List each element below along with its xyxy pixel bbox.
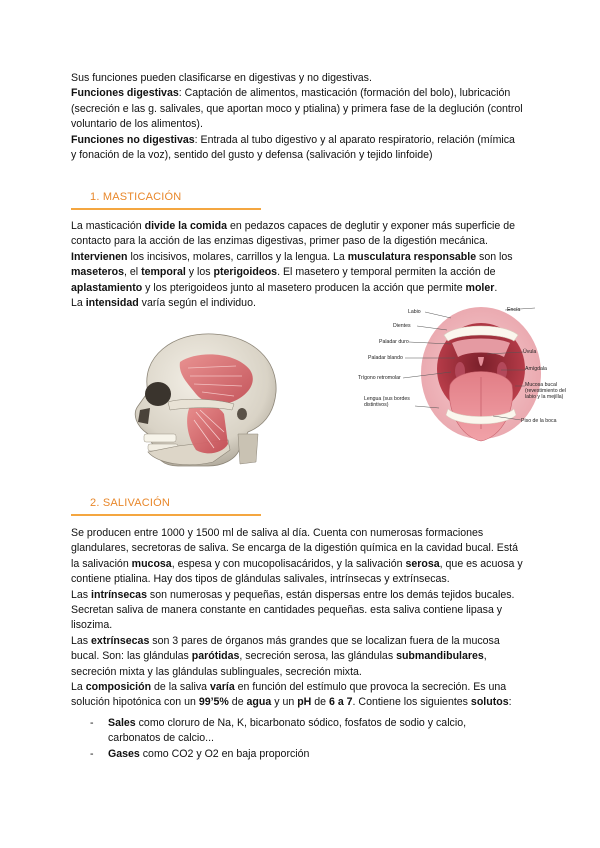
bold-run: extrínsecas bbox=[91, 634, 150, 647]
text-run: Las bbox=[71, 588, 92, 601]
text-run: Las bbox=[71, 634, 92, 647]
list-item-bold: Sales bbox=[108, 717, 136, 729]
label-leader-lines bbox=[355, 300, 585, 430]
bold-run: varía bbox=[209, 681, 235, 694]
bold-run: 99’5% bbox=[198, 696, 229, 709]
bold-run: parótidas bbox=[191, 650, 240, 663]
text-run: y un bbox=[271, 696, 298, 709]
bold-run: submandibulares bbox=[396, 650, 484, 663]
bold-run: divide la comida bbox=[144, 220, 228, 232]
text-run: . Contiene los siguientes bbox=[352, 696, 471, 709]
text-run: en función del estímulo que provoca la secreción. Es una solución hipotónica con un bbox=[71, 681, 507, 709]
text-run: : bbox=[508, 696, 512, 709]
text-run: son 3 pares de órganos más grandes que se localizan fuera de la mucosa bucal. Son: las glándulas bbox=[71, 634, 500, 663]
bold-run: agua bbox=[246, 696, 272, 709]
bold-run: composición bbox=[85, 681, 152, 694]
text-run: , secreción mixta y las glándulas sublinguales, secreción mixta. bbox=[71, 650, 487, 678]
text-run: son numerosas y pequeñas, están dispersas entre los demás tejidos bucales. Secretan saliva de manera constante en cantidades pequeñas. esta saliva contiene lipasa y lisozima. bbox=[71, 588, 515, 632]
text-run: Se producen entre 1000 y 1500 ml de saliva al día. Cuenta con numerosas formaciones glandulares, secretoras de saliva. Se encarga de la digestión química en la cavidad bucal. Está la salivación bbox=[71, 527, 518, 570]
bold-run: 6 a 7 bbox=[328, 696, 353, 709]
bold-run: intensidad bbox=[85, 297, 139, 310]
text-run: de bbox=[311, 696, 329, 709]
list-item bbox=[90, 747, 520, 762]
label-piso-boca: Piso de la boca bbox=[521, 418, 557, 424]
bold-run: pterigoideos bbox=[213, 266, 278, 279]
bold-run: musculatura responsable bbox=[347, 250, 477, 263]
text-run: y los bbox=[185, 266, 214, 279]
masticacion-paragraph bbox=[71, 219, 523, 311]
text-run: , espesa y con mucopolisacáridos, y la salivación bbox=[171, 557, 406, 570]
list-item bbox=[90, 716, 520, 747]
section-heading-salivacion bbox=[71, 494, 261, 516]
digestive-functions-label: Funciones digestivas bbox=[71, 87, 179, 100]
text-run: , que es acuosa y contiene ptialina. Hay dos tipos de glándulas salivales, intrínsecas y extrínsecas. bbox=[71, 557, 523, 586]
text-run: de bbox=[228, 696, 247, 709]
text-run: , el bbox=[124, 266, 142, 279]
text-run: los incisivos, molares, carrillos y la lengua. La bbox=[127, 250, 348, 263]
text-run: , secreción serosa, las glándulas bbox=[239, 650, 397, 663]
text-run: La bbox=[71, 681, 86, 694]
label-dientes: Dientes bbox=[393, 323, 411, 329]
label-trigono: Trígono retromolar bbox=[358, 375, 401, 381]
bold-run: moler bbox=[465, 281, 495, 294]
label-lengua: Lengua (sus bordes distintivos) bbox=[364, 396, 410, 408]
skull-muscles-illustration bbox=[118, 322, 288, 477]
non-digestive-functions-text: : Entrada al tubo digestivo y al aparato respiratorio, relación (mímica y fonación de la voz), sentido del gusto y defensa (salivación y tejido linfoide) bbox=[71, 133, 515, 162]
solutes-list bbox=[90, 716, 520, 762]
list-item-text: como CO2 y O2 en baja proporción bbox=[139, 747, 310, 760]
label-amigdala: Amígdala bbox=[525, 366, 547, 372]
section-heading-text: 1. MASTICACIÓN bbox=[90, 191, 182, 203]
intro-line: Sus funciones pueden clasificarse en digestivas y no digestivas. bbox=[71, 72, 372, 84]
non-digestive-functions-label: Funciones no digestivas bbox=[71, 133, 195, 146]
salivacion-paragraph bbox=[71, 526, 523, 711]
intro-paragraph bbox=[71, 71, 523, 163]
bold-run: mucosa bbox=[131, 557, 172, 570]
label-paladar-blando: Paladar blando bbox=[368, 355, 403, 361]
bold-run: Intervienen bbox=[71, 250, 128, 263]
label-labio: Labio bbox=[408, 309, 421, 315]
bold-run: aplastamiento bbox=[71, 281, 143, 294]
label-mucosa-bucal: Mucosa bucal (revestimiento del labio y la mejilla) bbox=[525, 382, 566, 400]
label-paladar-duro: Paladar duro bbox=[379, 339, 409, 345]
text-run: La bbox=[71, 297, 86, 310]
bold-run: intrínsecas bbox=[91, 588, 147, 601]
list-item-bold: Gases bbox=[108, 747, 140, 760]
text-run: en pedazos capaces de deglutir y exponer más superficie de contacto para la acción de las enzimas digestivas, primer paso de la digestión mecánica. bbox=[71, 220, 516, 248]
text-run: La masticación bbox=[71, 220, 145, 232]
text-run: y los pterigoideos junto al masetero producen la acción que permite bbox=[142, 281, 466, 294]
bold-run: serosa bbox=[405, 557, 440, 570]
label-encia: Encía bbox=[507, 307, 521, 313]
label-uvula: Úvula bbox=[523, 349, 537, 355]
text-run: . El masetero y temporal permiten la acción de bbox=[277, 266, 496, 279]
text-run: . bbox=[494, 281, 498, 294]
bold-run: temporal bbox=[141, 266, 186, 279]
digestive-functions-text: : Captación de alimentos, masticación (formación del bolo), lubricación (secreción e las g. salivales, que aportan moco y ptialina) y primera fase de la deglución (control voluntario de los alimentos). bbox=[71, 87, 523, 131]
bold-run: solutos bbox=[470, 696, 509, 709]
bold-run: pH bbox=[297, 696, 312, 709]
section-heading-text: 2. SALIVACIÓN bbox=[90, 497, 171, 509]
text-run: de la saliva bbox=[151, 681, 210, 694]
text-run: son los bbox=[476, 250, 513, 263]
bold-run: maseteros bbox=[71, 266, 124, 279]
section-heading-masticacion bbox=[71, 188, 261, 210]
text-run: varía según el individuo. bbox=[138, 297, 256, 310]
list-item-text: como cloruro de Na, K, bicarbonato sódico, fosfatos de sodio y calcio, carbonatos de calcio... bbox=[108, 717, 467, 745]
